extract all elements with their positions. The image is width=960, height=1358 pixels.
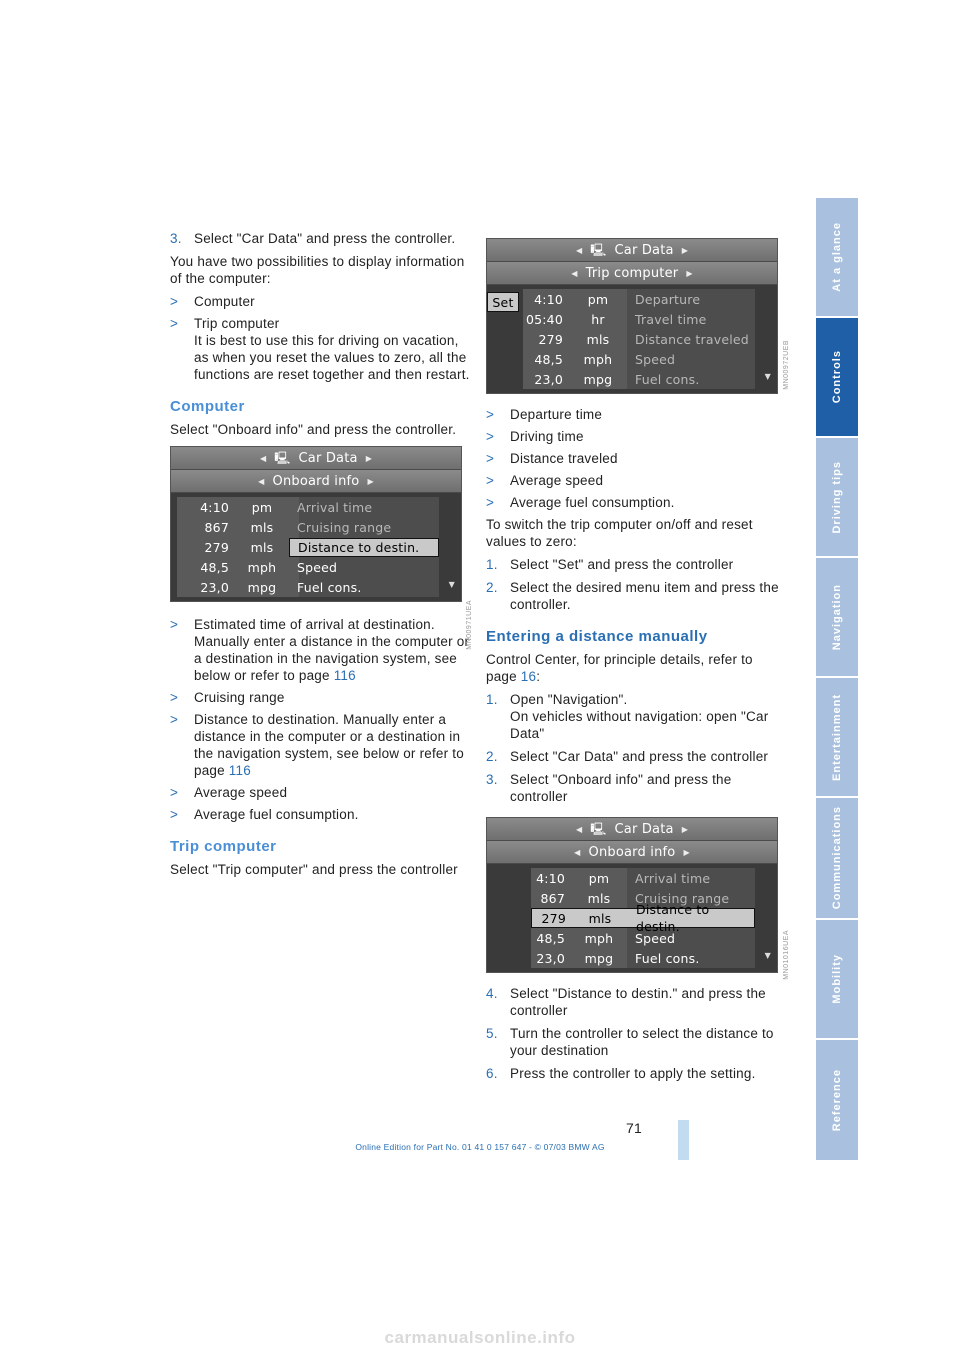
arrow-right-icon: ▶ [367,476,374,486]
screen-body [171,493,461,597]
bullet-marker: > [170,690,179,705]
tab-controls[interactable]: Controls [816,318,858,436]
page-number: 71 [626,1120,642,1136]
data-row: 867 mls Cruising range [204,519,392,535]
arrow-left-icon: ◀ [574,847,581,857]
onboard-info-bar [487,841,777,864]
bullet-marker: > [486,451,495,466]
data-row: 05:40 hr Travel time [525,311,707,327]
trip-bullet: > Distance traveled [486,451,618,466]
computer-icon: 🖳 [274,450,291,465]
car-data-bar [171,447,461,470]
computer-bullet: > Estimated time of arrival at destination. Manually enter a distance in the computer or a destination in the navigation system, see below or refer to page 116 [170,617,470,683]
arrow-left-icon: ◀ [258,476,265,486]
data-row: 279 mls Distance traveled [538,331,749,347]
bar-title: Trip computer [585,265,679,281]
onboard-info-screen-2 [486,817,778,973]
step-3 [170,230,470,247]
step-text: Select "Car Data" and press the controller. [194,231,456,246]
arrow-right-icon: ▶ [681,824,689,834]
trip-bullet: > Average fuel consumption. [486,495,675,510]
tab-entertainment[interactable]: Entertainment [816,678,858,796]
manual-heading: Entering a distance manually [486,628,708,645]
trip-bullet: > Departure time [486,407,603,422]
trip-bullet: > Average speed [486,473,604,488]
onboard-info-screen [170,446,462,602]
tab-navigation[interactable]: Navigation [816,558,858,676]
scroll-down-icon: ▼ [764,372,771,381]
manual-step: 1. Open "Navigation". On vehicles without navigation: open "Car Data" [486,692,769,741]
right-column [486,238,786,1088]
computer-bullet: > Average fuel consumption. [170,807,359,822]
image-code: MN00971UEA [466,600,473,650]
arrow-left-icon: ◀ [259,453,267,463]
footer-text: Online Edition for Part No. 01 41 0 157 647 - © 07/03 BMW AG [355,1142,605,1152]
switch-step: 1. Select "Set" and press the controller [486,557,734,572]
bullet-marker: > [170,785,179,800]
scroll-down-icon: ▼ [764,951,771,960]
trip-computer-heading: Trip computer [170,838,277,855]
bullet-marker: > [486,407,495,422]
data-row: 48,5 mph Speed [200,559,338,575]
bullet-marker: > [170,617,179,632]
tab-driving-tips[interactable]: Driving tips [816,438,858,556]
manual-intro: Control Center, for principle details, refer to page 16: [486,652,753,684]
arrow-left-icon: ◀ [575,824,583,834]
final-step: 4. Select "Distance to destin." and press the controller [486,986,766,1018]
image-code: MN01016UEA [783,930,790,980]
bar-title: Onboard info [272,473,360,489]
data-row: 48,5 mph Speed [534,351,676,367]
arrow-left-icon: ◀ [571,268,578,278]
switch-intro: To switch the trip computer on/off and reset values to zero: [486,517,753,549]
bar-title: Onboard info [588,844,676,860]
bullet-marker: > [170,807,179,822]
scroll-down-icon: ▼ [448,580,455,589]
page-link[interactable]: 116 [228,763,251,778]
switch-step: 2. Select the desired menu item and press the controller. [486,580,779,612]
data-row: 23,0 mpg Fuel cons. [534,371,700,387]
car-data-bar [487,239,777,262]
page-link[interactable]: 116 [333,668,356,683]
arrow-left-icon: ◀ [575,245,583,255]
page-link[interactable]: 16 [520,669,537,684]
computer-bullet: > Distance to destination. Manually enter a distance in the computer or a destination in the navigation system, see below or refer to page 116 [170,712,464,778]
bullet-marker: > [486,429,495,444]
arrow-right-icon: ▶ [681,245,689,255]
arrow-right-icon: ▶ [365,453,373,463]
bar-title: Car Data [298,450,358,466]
intro-text: You have two possibilities to display information of the computer: [170,254,465,286]
data-row-selected: 279 mls Distance to destin. [177,537,439,557]
manual-step: 2. Select "Car Data" and press the controller [486,749,769,764]
data-row: 867 mls Cruising range [540,890,730,906]
bullet-marker: > [486,473,495,488]
computer-heading: Computer [170,398,245,415]
option-desc: It is best to use this for driving on vacation, as when you reset the values to zero, all the functions are reset together and then restart. [194,333,470,382]
bar-title: Car Data [614,242,674,258]
data-row-selected: 279 mls Distance to destin. [531,908,755,928]
data-row: 23,0 mpg Fuel cons. [200,579,362,595]
trip-computer-screen [486,238,778,394]
tab-reference[interactable]: Reference [816,1040,858,1160]
data-row: 4:10 pm Departure [534,291,701,307]
car-data-bar [487,818,777,841]
screen-body [487,285,777,389]
option-title: Trip computer [194,316,280,331]
tab-mobility[interactable]: Mobility [816,920,858,1038]
data-row: 48,5 mph Speed [536,930,676,946]
bullet-marker: > [486,495,495,510]
computer-bullet: > Cruising range [170,690,285,705]
option-title: Computer [194,294,255,309]
bullet-marker: > [170,712,179,727]
option-computer [170,293,470,310]
step-number: 3. [170,231,182,246]
trip-computer-bar [487,262,777,285]
onboard-info-bar [171,470,461,493]
left-column [170,230,470,884]
option-trip-computer [170,315,470,383]
final-step: 5. Turn the controller to select the distance to your destination [486,1026,774,1058]
image-code: MN00972UEB [783,340,790,390]
arrow-right-icon: ▶ [683,847,690,857]
tab-at-a-glance[interactable]: At a glance [816,198,858,316]
bullet-marker: > [170,294,179,309]
computer-text: Select "Onboard info" and press the controller. [170,422,457,437]
data-row: 23,0 mpg Fuel cons. [536,950,700,966]
data-row: 4:10 pm Arrival time [536,870,711,886]
tab-communications[interactable]: Communications [816,798,858,918]
screen-body [487,864,777,968]
trip-computer-text: Select "Trip computer" and press the controller [170,862,458,877]
computer-icon: 🖳 [590,242,607,257]
watermark: carmanualsonline.info [384,1328,576,1347]
manual-step: 3. Select "Onboard info" and press the controller [486,772,732,804]
page-number-bar [678,1120,689,1160]
arrow-right-icon: ▶ [686,268,693,278]
computer-icon: 🖳 [590,821,607,836]
bar-title: Car Data [614,821,674,837]
set-button[interactable]: Set [487,292,519,312]
data-row: 4:10 pm Arrival time [200,499,373,515]
final-step: 6. Press the controller to apply the setting. [486,1066,756,1081]
trip-bullet: > Driving time [486,429,584,444]
computer-bullet: > Average speed [170,785,288,800]
bullet-marker: > [170,316,179,331]
